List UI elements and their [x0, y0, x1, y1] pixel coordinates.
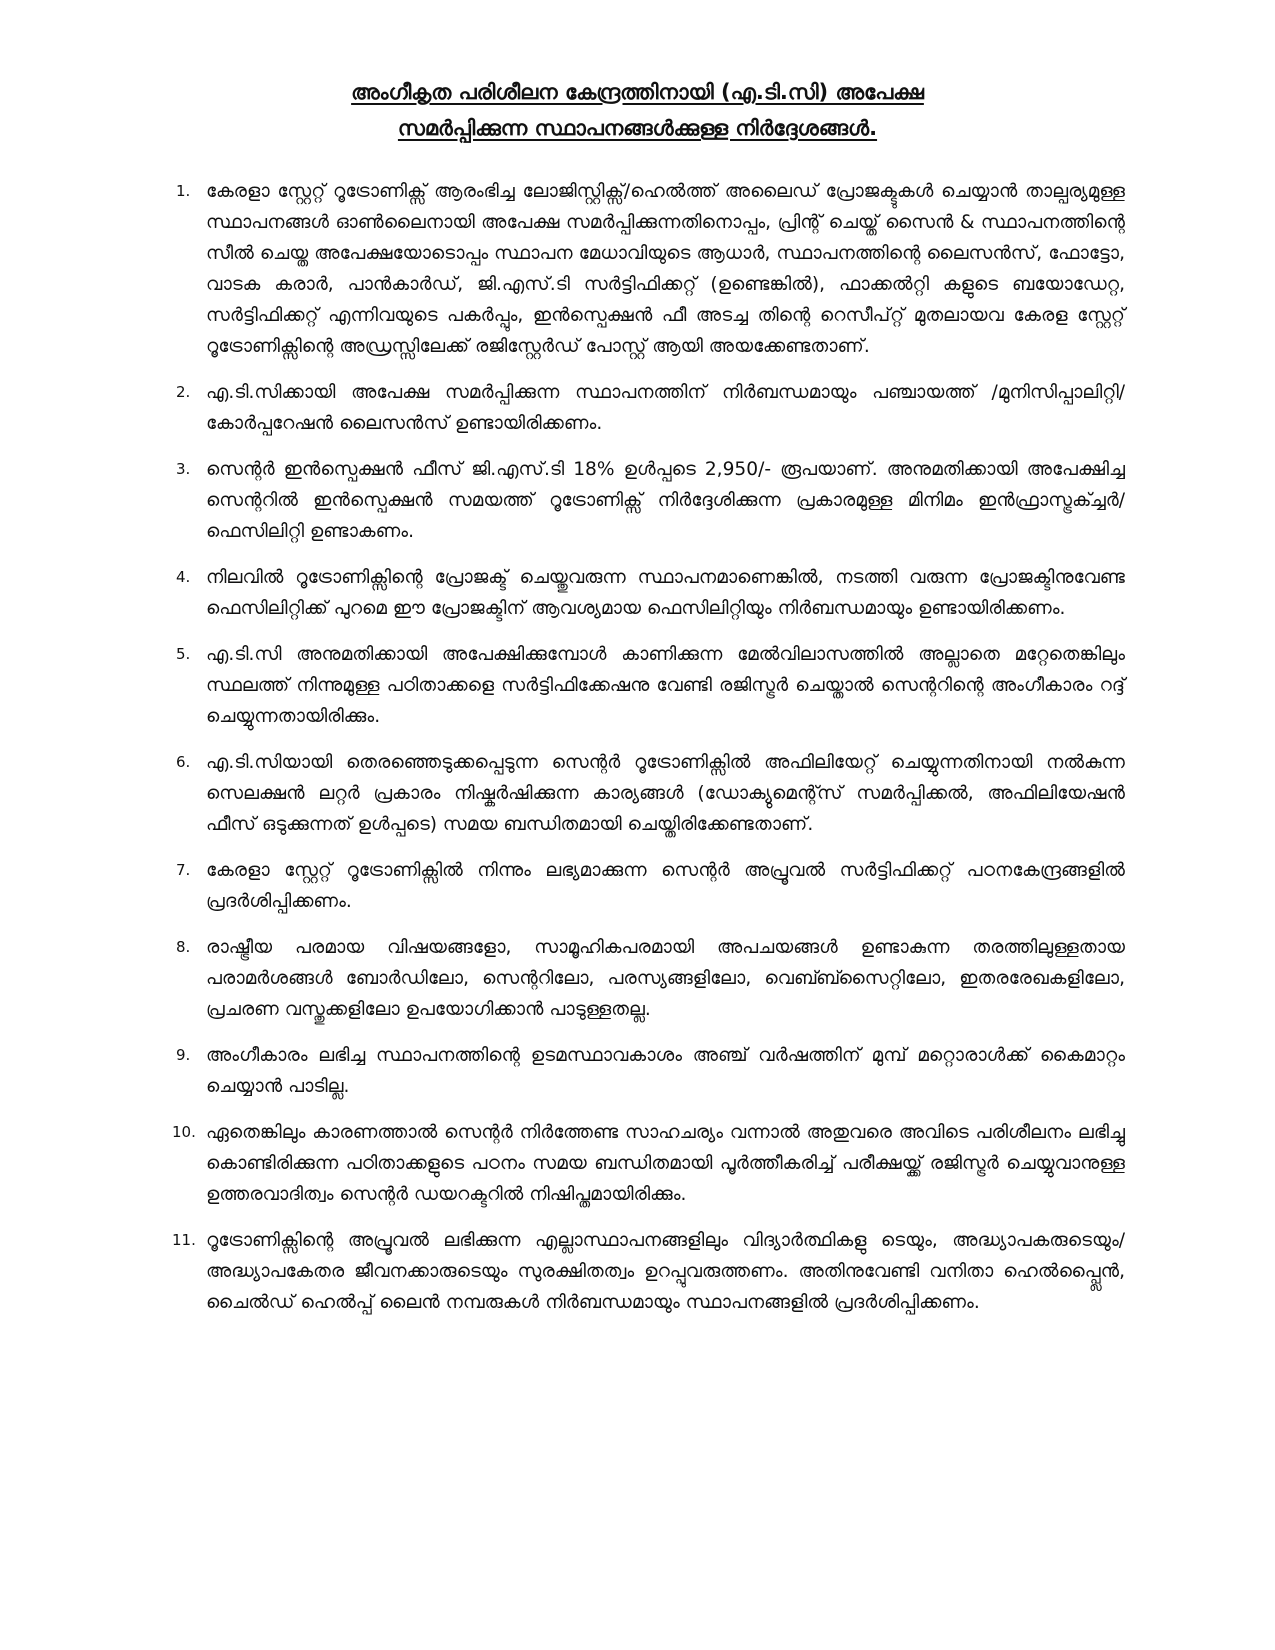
item-number: 6.	[176, 753, 191, 771]
list-item	[172, 1117, 1125, 1210]
item-number: 4.	[176, 568, 191, 586]
item-number: 10.	[172, 1123, 196, 1141]
item-text: കേരളാ സ്റ്റേറ്റ് റൂട്രോണിക്സ് ആരംഭിച്ച ലോജിസ്റ്റിക്സ്/ഹെൽത്ത് അലൈഡ് പ്രോജക്ടുകൾ ചെയ്യാൻ താല്പര്യമുള്ള സ്ഥാപനങ്ങൾ ഓൺലൈനായി അപേക്ഷ സമർപ്പിക്കുന്നതിനൊപ്പം, പ്രിന്റ് ചെയ്ത് സൈൻ & സ്ഥാപനത്തിന്റെ സീൽ ചെയ്ത അപേക്ഷയോടൊപ്പം സ്ഥാപന മേധാവിയുടെ ആധാർ, സ്ഥാപനത്തിന്റെ ലൈസൻസ്, ഫോട്ടോ, വാടക കരാർ, പാൻകാർഡ്, ജി.എസ്.ടി സർട്ടിഫിക്കറ്റ് (ഉണ്ടെങ്കിൽ), ഫാക്കൽറ്റി കളുടെ ബയോഡേറ്റ, സർട്ടിഫിക്കറ്റ് എന്നിവയുടെ പകർപ്പും, ഇൻസ്പെക്ഷൻ ഫീ അടച്ച തിന്റെ റെസീപ്റ്റ് മുതലായവ കേരള സ്റ്റേറ്റ് റൂട്രോണിക്സിന്റെ അഡ്രസ്സിലേക്ക് രജിസ്റ്റേർഡ് പോസ്റ്റ് ആയി അയക്കേണ്ടതാണ്.	[206, 181, 1125, 357]
item-text: അംഗീകാരം ലഭിച്ച സ്ഥാപനത്തിന്റെ ഉടമസ്ഥാവകാശം അഞ്ച് വർഷത്തിന് മുമ്പ് മറ്റൊരാൾക്ക് കൈമാറ്റം ചെയ്യാൻ പാടില്ല.	[206, 1045, 1125, 1097]
item-number: 1.	[176, 182, 191, 200]
item-number: 7.	[176, 861, 191, 879]
item-text: എ.ടി.സി അനുമതിക്കായി അപേക്ഷിക്കുമ്പോൾ കാണിക്കുന്ന മേൽവിലാസത്തിൽ അല്ലാതെ മറ്റേതെങ്കിലും സ്ഥലത്ത് നിന്നുമുള്ള പഠിതാക്കളെ സർട്ടിഫിക്കേഷനു വേണ്ടി രജിസ്ട്രർ ചെയ്താൽ സെന്ററിന്റെ അംഗീകാരം റദ്ദ് ചെയ്യുന്നതായിരിക്കും.	[206, 644, 1125, 727]
list-item	[176, 454, 1125, 547]
item-text: റൂട്രോണിക്സിന്റെ അപ്രൂവൽ ലഭിക്കുന്ന എല്ലാസ്ഥാപനങ്ങളിലും വിദ്യാർത്ഥികളു ടെയും, അദ്ധ്യാപകരുടെയും/അദ്ധ്യാപകേതര ജീവനക്കാരുടെയും സുരക്ഷിതത്വം ഉറപ്പുവരുത്തണം. അതിനുവേണ്ടി വനിതാ ഹെൽപ്പ്ലൈൻ, ചൈൽഡ് ഹെൽപ്പ് ലൈൻ നമ്പരുകൾ നിർബന്ധമായും സ്ഥാപനങ്ങളിൽ പ്രദർശിപ്പിക്കണം.	[206, 1230, 1125, 1313]
item-number: 5.	[176, 645, 191, 663]
item-number: 8.	[176, 938, 191, 956]
list-item	[176, 176, 1125, 362]
document-title	[150, 74, 1125, 146]
list-item	[176, 562, 1125, 624]
item-number: 3.	[176, 460, 191, 478]
list-item	[172, 1225, 1125, 1318]
item-number: 9.	[176, 1046, 191, 1064]
title-line-1: അംഗീകൃത പരിശീലന കേന്ദ്രത്തിനായി (എ.ടി.സി) അപേക്ഷ	[351, 80, 924, 104]
list-item	[176, 747, 1125, 840]
item-text: ഏതെങ്കിലും കാരണത്താൽ സെന്റർ നിർത്തേണ്ട സാഹചര്യം വന്നാൽ അതുവരെ അവിടെ പരിശീലനം ലഭിച്ചു കൊണ്ടിരിക്കുന്ന പഠിതാക്കളുടെ പഠനം സമയ ബന്ധിതമായി പൂർത്തീകരിച്ച് പരീക്ഷയ്ക്ക് രജിസ്ട്രർ ചെയ്യുവാനുള്ള ഉത്തരവാദിത്വം സെന്റർ ഡയറക്ടറിൽ നിഷിപ്തമായിരിക്കും.	[206, 1122, 1125, 1205]
list-item	[176, 855, 1125, 917]
instruction-list	[172, 176, 1125, 1318]
list-item	[176, 639, 1125, 732]
item-text: എ.ടി.സിയായി തെരഞ്ഞെടുക്കപ്പെടുന്ന സെന്റർ റൂട്രോണിക്സിൽ അഫിലിയേറ്റ് ചെയ്യുന്നതിനായി നൽകുന്ന സെലക്ഷൻ ലറ്റർ പ്രകാരം നിഷ്കർഷിക്കുന്ന കാര്യങ്ങൾ (ഡോക്യുമെന്റ്സ് സമർപ്പിക്കൽ, അഫിലിയേഷൻ ഫീസ് ഒടുക്കുന്നത് ഉൾപ്പടെ) സമയ ബന്ധിതമായി ചെയ്തിരിക്കേണ്ടതാണ്.	[206, 752, 1125, 835]
item-text: കേരളാ സ്റ്റേറ്റ് റൂട്രോണിക്സിൽ നിന്നും ലഭ്യമാക്കുന്ന സെന്റർ അപ്രൂവൽ സർട്ടിഫിക്കറ്റ് പഠനകേന്ദ്രങ്ങളിൽ പ്രദർശിപ്പിക്കണം.	[206, 860, 1125, 912]
title-line-2: സമർപ്പിക്കുന്ന സ്ഥാപനങ്ങൾക്കുള്ള നിർദ്ദേശങ്ങൾ.	[397, 116, 878, 140]
list-item	[176, 932, 1125, 1025]
list-item	[176, 377, 1125, 439]
item-text: രാഷ്ട്രീയ പരമായ വിഷയങ്ങളോ, സാമൂഹികപരമായി അപചയങ്ങൾ ഉണ്ടാകുന്ന തരത്തിലുള്ളതായ പരാമർശങ്ങൾ ബോർഡിലോ, സെന്ററിലോ, പരസ്യങ്ങളിലോ, വെബ്ബ്സൈറ്റിലോ, ഇതരരേഖകളിലോ, പ്രചരണ വസ്തുക്കളിലോ ഉപയോഗിക്കാൻ പാടുള്ളതല്ല.	[206, 937, 1125, 1020]
list-item	[176, 1040, 1125, 1102]
item-text: എ.ടി.സിക്കായി അപേക്ഷ സമർപ്പിക്കുന്ന സ്ഥാപനത്തിന് നിർബന്ധമായും പഞ്ചായത്ത് /മുനിസിപ്പാലിറ്റി/കോർപ്പറേഷൻ ലൈസൻസ് ഉണ്ടായിരിക്കണം.	[206, 382, 1125, 434]
item-number: 2.	[176, 383, 191, 401]
item-number: 11.	[172, 1231, 196, 1249]
item-text: സെന്റർ ഇൻസ്പെക്ഷൻ ഫീസ് ജി.എസ്.ടി 18% ഉൾപ്പടെ 2,950/- രൂപയാണ്. അനുമതിക്കായി അപേക്ഷിച്ച സെന്ററിൽ ഇൻസ്പെക്ഷൻ സമയത്ത് റൂട്രോണിക്സ് നിർദ്ദേശിക്കുന്ന പ്രകാരമുള്ള മിനിമം ഇൻഫ്രാസ്ട്രക്ച്ചർ/ഫെസിലിറ്റി ഉണ്ടാകണം.	[206, 459, 1125, 542]
item-text: നിലവിൽ റൂട്രോണിക്സിന്റെ പ്രോജക്ട് ചെയ്തുവരുന്ന സ്ഥാപനമാണെങ്കിൽ, നടത്തി വരുന്ന പ്രോജക്ടിനുവേണ്ട ഫെസിലിറ്റിക്ക് പുറമെ ഈ പ്രോജക്ടിന് ആവശ്യമായ ഫെസിലിറ്റിയും നിർബന്ധമായും ഉണ്ടായിരിക്കണം.	[206, 567, 1125, 619]
